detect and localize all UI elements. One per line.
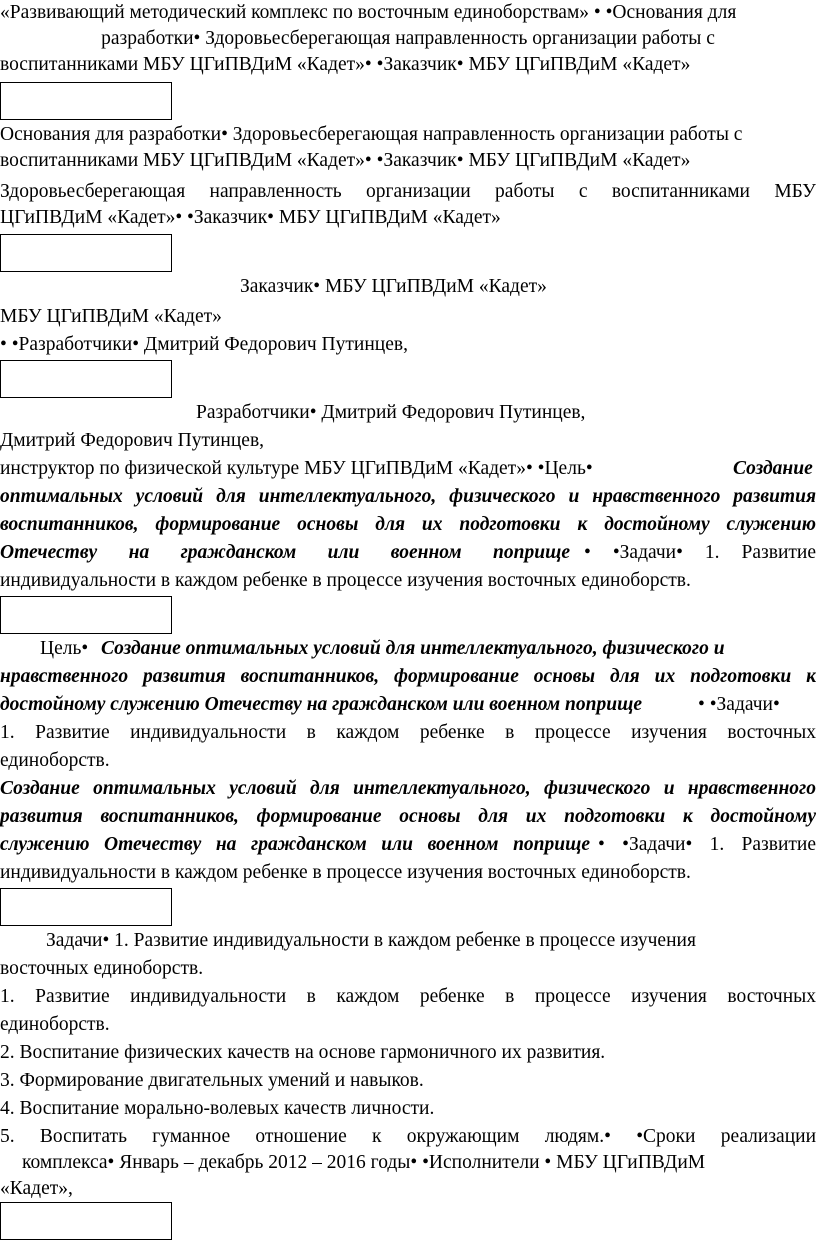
text-line: МБУ ЦГиПВДиМ «Кадет» <box>0 306 222 327</box>
text-line: ЦГиПВДиМ «Кадет»• •Заказчик• МБУ ЦГиПВДиМ «Кадет» <box>0 207 501 228</box>
text-line: Основания для разработки• Здоровьесберегающая направленность организации работы с <box>0 124 743 145</box>
text-line: единоборств. <box>0 750 110 771</box>
text-line-bold-italic: воспитанников, формирование основы для их подготовки к достойному служению <box>0 514 816 535</box>
empty-box <box>0 234 172 272</box>
text-line-bold-italic: Создание оптимальных условий для интеллектуального, физического и <box>101 638 725 659</box>
empty-box <box>0 82 172 120</box>
text-line: • •Разработчики• Дмитрий Федорович Путинцев, <box>0 334 408 355</box>
empty-box <box>0 1202 172 1240</box>
text-line: разработки• Здоровьесберегающая направленность организации работы с <box>101 28 715 49</box>
text-line-bold-italic: Создание оптимальных условий для интеллектуального, физического и нравственного <box>0 778 816 799</box>
text-line: • •Задачи• 1. Развитие <box>598 834 816 855</box>
text-line: единоборств. <box>0 1014 110 1035</box>
text-line: 5. Воспитать гуманное отношение к окружающим людям.• •Сроки реализации <box>0 1126 816 1147</box>
text-line: Разработчики• Дмитрий Федорович Путинцев, <box>196 402 586 423</box>
text-line: Здоровьесберегающая направленность организации работы с воспитанниками МБУ <box>0 181 816 202</box>
empty-box <box>0 596 172 634</box>
text-line-bold-italic: нравственного развития воспитанников, формирование основы для их подготовки к <box>0 666 816 687</box>
text-line: «Кадет», <box>0 1178 73 1199</box>
text-line: воспитанниками МБУ ЦГиПВДиМ «Кадет»• •Заказчик• МБУ ЦГиПВДиМ «Кадет» <box>0 150 691 171</box>
text-line-bold-italic: Создание <box>733 458 813 479</box>
text-line: Дмитрий Федорович Путинцев, <box>0 430 265 451</box>
text-line-bold-italic: достойному служению Отечеству на гражданском или военном поприще <box>0 694 642 715</box>
text-line-bold-italic: оптимальных условий для интеллектуального, физического и нравственного развития <box>0 486 816 507</box>
text-line: инструктор по физической культуре МБУ ЦГиПВДиМ «Кадет»• •Цель• <box>0 458 593 479</box>
text-line-bold-italic: Отечеству на гражданском или военном поприще <box>0 542 570 563</box>
text-line: Задачи• 1. Развитие индивидуальности в каждом ребенке в процессе изучения <box>46 930 696 951</box>
empty-box <box>0 360 172 398</box>
text-line: Цель• <box>40 638 89 659</box>
empty-box <box>0 888 172 926</box>
text-line: восточных единоборств. <box>0 958 204 979</box>
text-line: индивидуальности в каждом ребенке в процессе изучения восточных единоборств. <box>0 570 691 591</box>
text-line-bold-italic: развития воспитанников, формирование основы для их подготовки к достойному <box>0 806 816 827</box>
text-line: Заказчик• МБУ ЦГиПВДиМ «Кадет» <box>240 276 547 297</box>
text-line: «Развивающий методический комплекс по восточным единоборствам» • •Основания для <box>0 2 737 23</box>
text-line: 3. Формирование двигательных умений и навыков. <box>0 1070 424 1091</box>
text-line-bold-italic: служению Отечеству на гражданском или военном поприще <box>0 834 590 855</box>
text-line: 1. Развитие индивидуальности в каждом ребенке в процессе изучения восточных <box>0 722 816 743</box>
text-line: комплекса• Январь – декабрь 2012 – 2016 годы• •Исполнители • МБУ ЦГиПВДиМ <box>22 1152 706 1173</box>
text-line: 4. Воспитание морально-волевых качеств личности. <box>0 1098 435 1119</box>
text-line: 2. Воспитание физических качеств на основе гармоничного их развития. <box>0 1042 606 1063</box>
text-line: • •Задачи• <box>698 694 780 715</box>
text-line: 1. Развитие индивидуальности в каждом ребенке в процессе изучения восточных <box>0 986 816 1007</box>
text-line: индивидуальности в каждом ребенке в процессе изучения восточных единоборств. <box>0 862 691 883</box>
text-line: • •Задачи• 1. Развитие <box>584 542 816 563</box>
text-line: воспитанниками МБУ ЦГиПВДиМ «Кадет»• •Заказчик• МБУ ЦГиПВДиМ «Кадет» <box>0 54 691 75</box>
